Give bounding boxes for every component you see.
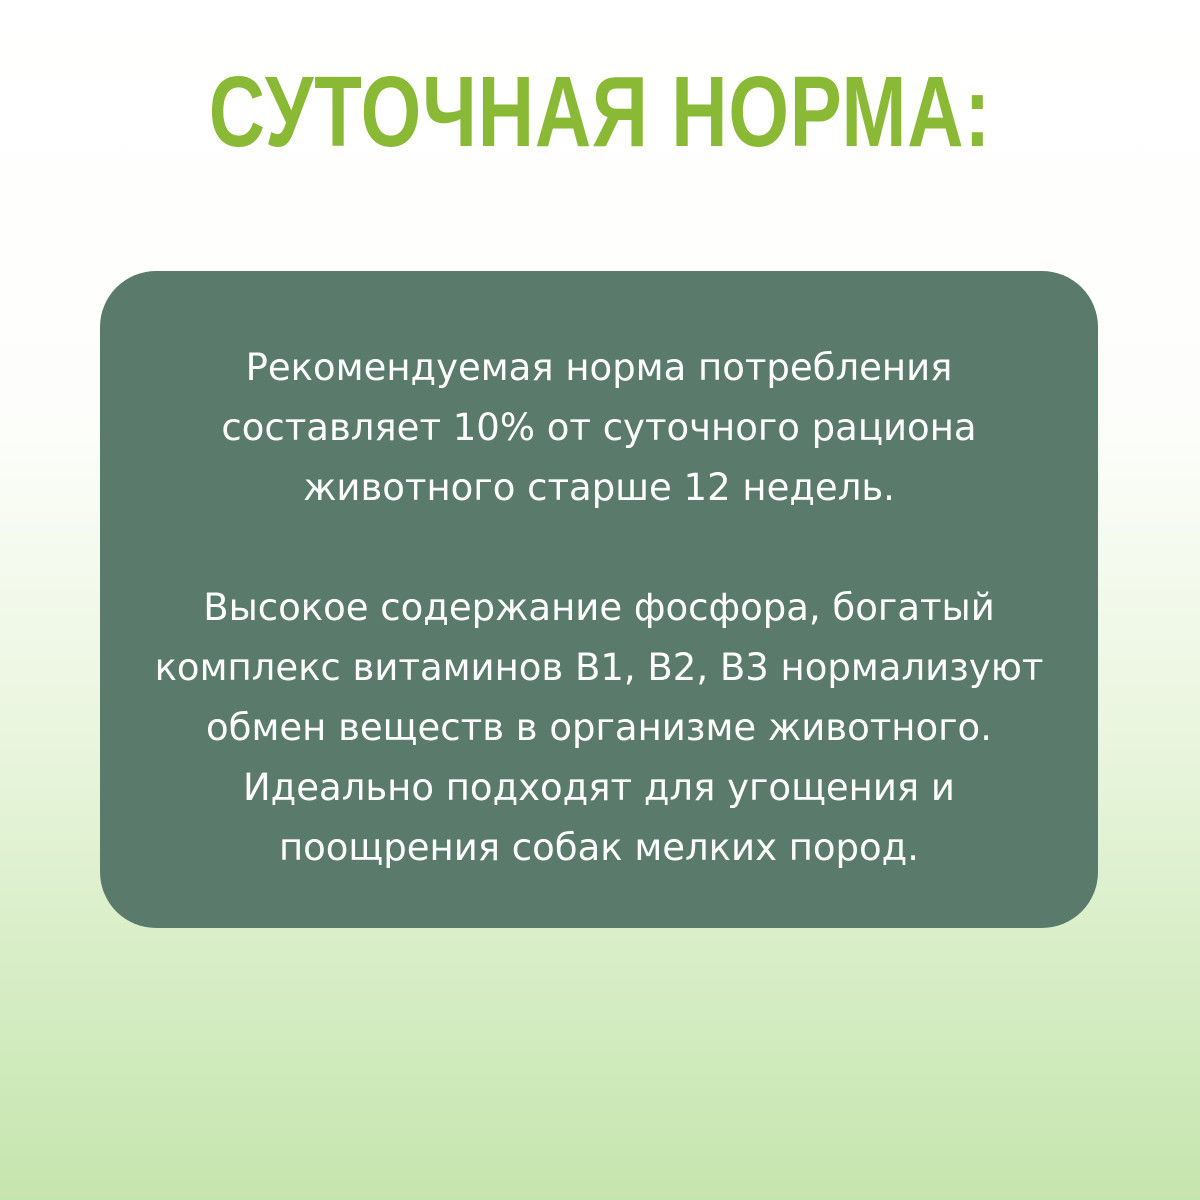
info-card — [100, 271, 1098, 928]
page-title: СУТОЧНАЯ НОРМА: — [208, 56, 992, 168]
benefits-text: Высокое содержание фосфора, богатый комплекс витаминов В1, В2, В3 нормализуют обмен веществ в организме животного. Идеально подходят для угощения и поощрения собак мелких пород. — [154, 586, 1044, 869]
consumption-norm-text: Рекомендуемая норма потребления составляет 10% от суточного рациона животного старше 12 недель. — [221, 346, 977, 509]
